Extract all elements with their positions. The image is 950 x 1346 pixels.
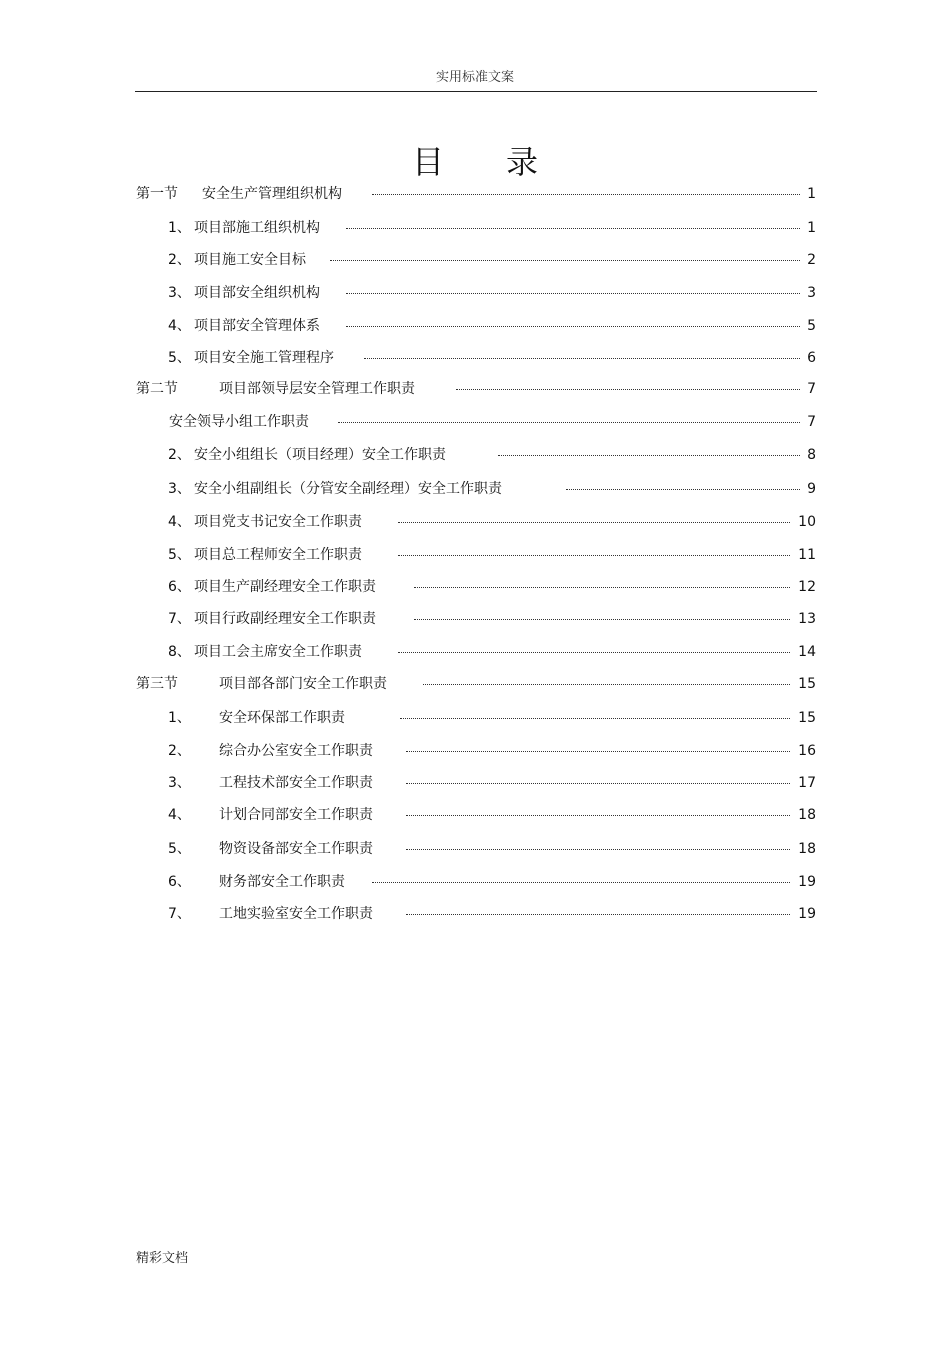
toc-entry-page: 1 [807, 186, 816, 202]
toc-entry-title: 综合办公室安全工作职责 [219, 743, 373, 759]
toc-entry-title: 安全小组组长（项目经理）安全工作职责 [194, 447, 446, 463]
toc-entry-page: 16 [798, 743, 816, 759]
toc-entry-page: 5 [807, 318, 816, 334]
toc-entry-page: 7 [807, 381, 816, 397]
toc-dot-leader [414, 619, 790, 620]
toc-entry-title: 项目总工程师安全工作职责 [194, 547, 362, 563]
toc-entry[interactable] [168, 871, 816, 893]
toc-entry-title: 安全小组副组长（分管安全副经理）安全工作职责 [194, 481, 502, 497]
toc-entry-number: 4、 [168, 318, 191, 334]
toc-entry[interactable] [168, 249, 816, 271]
toc-entry-number: 6、 [168, 874, 191, 890]
toc-entry[interactable] [168, 411, 816, 433]
toc-entry-number: 第一节 [136, 186, 178, 202]
toc-entry[interactable] [168, 511, 816, 533]
toc-entry-title: 财务部安全工作职责 [219, 874, 345, 890]
toc-entry-page: 18 [798, 841, 816, 857]
toc-entry-number: 2、 [168, 743, 191, 759]
toc-entry[interactable] [136, 183, 816, 205]
toc-entry-title: 项目部施工组织机构 [194, 220, 320, 236]
toc-entry-page: 6 [807, 350, 816, 366]
toc-dot-leader [338, 422, 800, 423]
toc-entry-page: 15 [798, 710, 816, 726]
toc-dot-leader [398, 522, 790, 523]
toc-title-part1: 目 [411, 143, 444, 181]
toc-entry[interactable] [168, 444, 816, 466]
toc-entry-page: 14 [798, 644, 816, 660]
toc-dot-leader [414, 587, 790, 588]
toc-entry-title: 工程技术部安全工作职责 [219, 775, 373, 791]
toc-entry-number: 5、 [168, 841, 191, 857]
toc-dot-leader [456, 389, 800, 390]
toc-entry[interactable] [168, 740, 816, 762]
toc-dot-leader [406, 751, 790, 752]
toc-entry[interactable] [168, 838, 816, 860]
toc-entry-number: 第三节 [136, 676, 178, 692]
toc-entry-page: 17 [798, 775, 816, 791]
toc-dot-leader [406, 914, 790, 915]
toc-entry[interactable] [168, 347, 816, 369]
toc-entry[interactable] [168, 576, 816, 598]
toc-entry[interactable] [168, 641, 816, 663]
toc-entry-title: 项目工会主席安全工作职责 [194, 644, 362, 660]
toc-entry[interactable] [168, 608, 816, 630]
toc-entry[interactable] [168, 478, 816, 500]
toc-entry-title: 物资设备部安全工作职责 [219, 841, 373, 857]
toc-entry[interactable] [168, 544, 816, 566]
toc-entry-page: 7 [807, 414, 816, 430]
toc-dot-leader [398, 555, 790, 556]
toc-entry[interactable] [168, 282, 816, 304]
toc-entry-title: 安全生产管理组织机构 [202, 186, 342, 202]
toc-title-part2: 录 [506, 143, 539, 181]
header-rule [135, 91, 817, 92]
toc-entry-title: 安全领导小组工作职责 [169, 414, 309, 430]
toc-dot-leader [372, 882, 790, 883]
toc-entry-number: 3、 [168, 285, 191, 301]
toc-dot-leader [346, 228, 800, 229]
toc-entry-page: 15 [798, 676, 816, 692]
toc-entry-page: 13 [798, 611, 816, 627]
toc-entry-title: 项目党支书记安全工作职责 [194, 514, 362, 530]
toc-entry-page: 18 [798, 807, 816, 823]
toc-dot-leader [406, 783, 790, 784]
page-footer: 精彩文档 [136, 1251, 189, 1266]
toc-entry-number: 7、 [168, 906, 191, 922]
toc-entry-number: 4、 [168, 807, 191, 823]
toc-title [0, 140, 950, 184]
toc-entry[interactable] [168, 804, 816, 826]
toc-entry-number: 2、 [168, 447, 191, 463]
toc-entry-page: 1 [807, 220, 816, 236]
toc-entry-page: 19 [798, 874, 816, 890]
toc-dot-leader [398, 652, 790, 653]
toc-dot-leader [406, 815, 790, 816]
toc-entry-number: 5、 [168, 350, 191, 366]
toc-dot-leader [372, 194, 800, 195]
toc-entry-title: 项目行政副经理安全工作职责 [194, 611, 376, 627]
toc-entry-title: 项目部安全组织机构 [194, 285, 320, 301]
toc-dot-leader [346, 293, 800, 294]
toc-entry[interactable] [168, 217, 816, 239]
toc-entry[interactable] [168, 903, 816, 925]
toc-dot-leader [364, 358, 800, 359]
toc-dot-leader [406, 849, 790, 850]
toc-dot-leader [498, 455, 800, 456]
toc-entry-number: 第二节 [136, 381, 178, 397]
toc-entry[interactable] [168, 315, 816, 337]
toc-entry[interactable] [168, 772, 816, 794]
toc-entry-title: 安全环保部工作职责 [219, 710, 345, 726]
toc-entry-number: 7、 [168, 611, 191, 627]
toc-entry-page: 2 [807, 252, 816, 268]
toc-dot-leader [330, 260, 800, 261]
toc-entry-title: 项目生产副经理安全工作职责 [194, 579, 376, 595]
toc-entry-number: 1、 [168, 710, 191, 726]
toc-entry-number: 5、 [168, 547, 191, 563]
toc-entry-title: 项目部领导层安全管理工作职责 [219, 381, 415, 397]
toc-entry-page: 9 [807, 481, 816, 497]
toc-dot-leader [400, 718, 790, 719]
toc-entry-page: 11 [798, 547, 816, 563]
toc-entry[interactable] [136, 378, 816, 400]
toc-entry[interactable] [168, 707, 816, 729]
toc-entry-number: 2、 [168, 252, 191, 268]
toc-entry-page: 10 [798, 514, 816, 530]
toc-entry-title: 工地实验室安全工作职责 [219, 906, 373, 922]
toc-entry-page: 3 [807, 285, 816, 301]
toc-entry-title: 项目部各部门安全工作职责 [219, 676, 387, 692]
toc-dot-leader [423, 684, 790, 685]
toc-entry-number: 3、 [168, 775, 191, 791]
toc-entry-page: 19 [798, 906, 816, 922]
toc-entry-number: 4、 [168, 514, 191, 530]
toc-entry-number: 3、 [168, 481, 191, 497]
toc-entry-number: 8、 [168, 644, 191, 660]
toc-entry-number: 6、 [168, 579, 191, 595]
toc-entry-title: 项目安全施工管理程序 [194, 350, 334, 366]
toc-dot-leader [566, 489, 800, 490]
toc-dot-leader [346, 326, 800, 327]
toc-entry-title: 项目施工安全目标 [194, 252, 306, 268]
toc-entry-title: 项目部安全管理体系 [194, 318, 320, 334]
toc-entry[interactable] [136, 673, 816, 695]
toc-entry-page: 8 [807, 447, 816, 463]
toc-entry-page: 12 [798, 579, 816, 595]
page-header: 实用标准文案 [435, 70, 514, 85]
toc-entry-title: 计划合同部安全工作职责 [219, 807, 373, 823]
toc-entry-number: 1、 [168, 220, 191, 236]
